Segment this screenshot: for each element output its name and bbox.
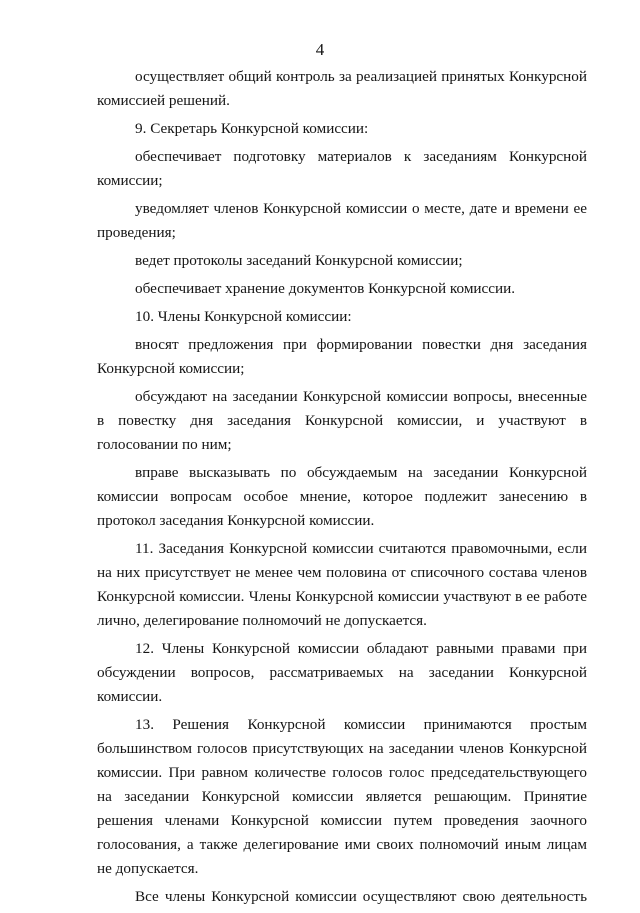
paragraph: вправе высказывать по обсуждаемым на заседании Конкурсной комиссии вопросам особое мнение, которое подлежит занесению в протокол заседания Конкурсной комиссии. bbox=[97, 464, 587, 529]
paragraph: 9. Секретарь Конкурсной комиссии: bbox=[135, 120, 369, 137]
paragraph: обеспечивает хранение документов Конкурсной комиссии. bbox=[135, 280, 516, 297]
paragraph: ведет протоколы заседаний Конкурсной комиссии; bbox=[135, 252, 463, 269]
paragraph: 13. Решения Конкурсной комиссии принимаются простым большинством голосов присутствующих на заседании членов Конкурсной комиссии. При равном количестве голосов голос председательствующего на заседании Конкурсной комиссии является решающим. Принятие решения членами Конкурсной комиссии путем проведения заочного голосования, а также делегирование ими своих полномочий иным лицам не допускается. bbox=[97, 716, 587, 877]
paragraph: осуществляет общий контроль за реализацией принятых Конкурсной комиссией решений. bbox=[97, 68, 587, 109]
paragraph: уведомляет членов Конкурсной комиссии о месте, дате и времени ее проведения; bbox=[97, 200, 587, 241]
paragraph: 12. Члены Конкурсной комиссии обладают равными правами при обсуждении вопросов, рассматриваемых на заседании Конкурсной комиссии. bbox=[97, 640, 587, 705]
paragraph: обеспечивает подготовку материалов к заседаниям Конкурсной комиссии; bbox=[97, 148, 587, 189]
paragraph: вносят предложения при формировании повестки дня заседания Конкурсной комиссии; bbox=[97, 336, 587, 377]
paragraph: обсуждают на заседании Конкурсной комиссии вопросы, внесенные в повестку дня заседания Конкурсной комиссии, и участвуют в голосовании по ним; bbox=[97, 388, 587, 453]
paragraph: Все члены Конкурсной комиссии осуществляют свою деятельность bbox=[135, 888, 587, 905]
paragraph: 10. Члены Конкурсной комиссии: bbox=[135, 308, 352, 325]
document-body bbox=[97, 65, 587, 913]
paragraph: 11. Заседания Конкурсной комиссии считаются правомочными, если на них присутствует не менее чем половина от списочного состава членов Конкурсной комиссии. Члены Конкурсной комиссии участвуют в ее работе лично, делегирование полномочий не допускается. bbox=[97, 540, 587, 629]
page-number: 4 bbox=[315, 40, 325, 59]
